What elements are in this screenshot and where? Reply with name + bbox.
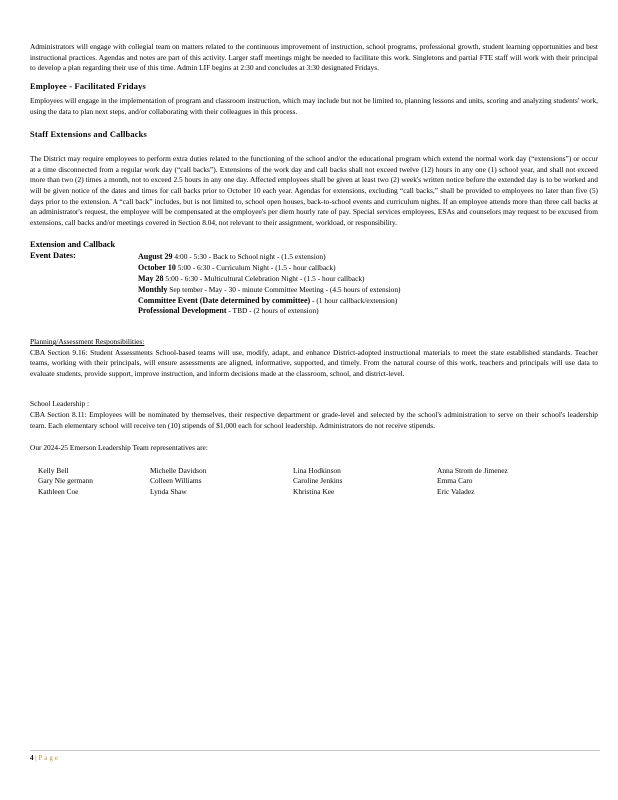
staff-extensions-heading: Staff Extensions and Callbacks [30,129,147,139]
footer-separator: | [33,754,39,762]
team-member-name: Emma Caro [437,476,473,486]
date-row: Committee Event (Date determined by committee) - (1 hour callback/extension) [138,295,398,305]
leadership-names-grid [38,466,598,497]
team-member-name: Khristina Kee [293,486,335,496]
page-number: 4 [30,754,34,762]
team-member-name: Gary Nie germann [38,476,93,486]
team-member-name: Anna Strom de Jimenez [437,465,508,475]
planning-body: CBA Section 9.16: Student Assessments School-based teams will use, modify, adapt, and enhance District-adopted instructional materials to meet the state established standards. Teacher teams, working with their principals, will ensure assessments are aligned, informative, supported, and timely. From the natural course of this work, teachers and principals will use data to evaluate students, provide support, improve instruction, and inform decisions made at the classroom, school, and district-level. [30,347,598,378]
callback-dates-list [138,252,401,317]
team-member-name: Kelly Bell [38,465,69,475]
page-footer [30,750,600,762]
team-member-name: Colleen Williams [150,476,202,486]
page-word: Page [38,754,61,762]
team-member-name: Caroline Jenkins [293,476,343,486]
date-row: Professional Development - TBD - (2 hours of extension) [138,306,319,316]
callback-dates-title: Extension and Callback Event Dates: [30,240,116,260]
team-member-name: Lina Hodkinson [293,465,341,475]
staff-extensions-body: The District may require employees to perform extra duties related to the functioning of the school and/or the educational program which extend the normal work day (“extensions”) or occur at a time disconnected from a regular work day (“call backs”). Extensions of the work day and call backs shall not exceed twelve (12) hours in any one (1) school year, and shall not exceed more than two (2) times a month, not to exceed 2.5 hours in any one day. Affected employees shall be given at least two (2) week's written notice before the extended day is to be worked and will be given notice of the dates and times for call backs prior to October 10 each year. Agendas for extensions, excluding “call backs,” shall be provided to employees no later than five (5) days prior to the extension. A “call back” includes, but is not limited to, school open houses, back-to-school events and curriculum nights. If an employee attends more than three call backs at an administrator's request, the employee will be compensated at the employee's per diem hourly rate of pay. Special services employees, ESAs and counselors may request to be excused from extensions, call backs and/or meetings covered in Section 8.04, not relevant to their assignment, workload, or responsibility. [30,154,598,227]
leadership-team-line: Our 2024-25 Emerson Leadership Team representatives are: [30,443,208,453]
team-member-name: Kathleen Coe [38,486,79,496]
date-row: October 10 5:00 - 6:30 - Curriculum Night - (1.5 - hour callback) [138,263,336,273]
callback-dates-section [30,240,598,317]
school-leadership-body: CBA Section 8.11: Employees will be nominated by themselves, their respective department or grade-level and selected by the school's administration to serve on their school's leadership team. Each elementary school will receive ten (10) stipends of $1,000 each for school leadership. Administrators do not receive stipends. [30,410,598,430]
intro-paragraph: Administrators will engage with collegial team on matters related to the continuous improvement of instruction, school programs, professional growth, student learning opportunities and best instructional practices. Agendas and notes are part of this activity. Larger staff meetings might be needed to facilitate this work. Singletons and partial FTE staff will work with their principal to develop a plan regarding their use of this time. Admin LIF begins at 2:30 and concludes at 3:30 designated Fridays. [30,42,598,73]
date-row: August 29 4:00 - 5:30 - Back to School night - (1.5 extension) [138,252,326,262]
team-member-name: Michelle Davidson [150,465,207,475]
team-member-name: Eric Valadez [437,486,475,496]
document-page [30,42,598,497]
date-row: Monthly Sep tember - May - 30 - minute Committee Meeting - (4.5 hours of extension) [138,284,401,294]
date-row: May 28 5:00 - 6:30 - Multicultural Celebration Night - (1.5 - hour callback) [138,273,365,283]
team-member-name: Lynda Shaw [150,486,187,496]
employee-fridays-heading: Employee - Facilitated Fridays [30,81,147,91]
planning-heading: Planning/Assessment Responsibilities: [30,337,145,347]
school-leadership-heading: School Leadership : [30,399,90,409]
employee-fridays-body: Employees will engage in the implementation of program and classroom instruction, which may include but not be limited to, planning lessons and units, scoring and analyzing students' work, using the data to plan next steps, and/or collaborating with their colleagues in this process. [30,96,598,116]
